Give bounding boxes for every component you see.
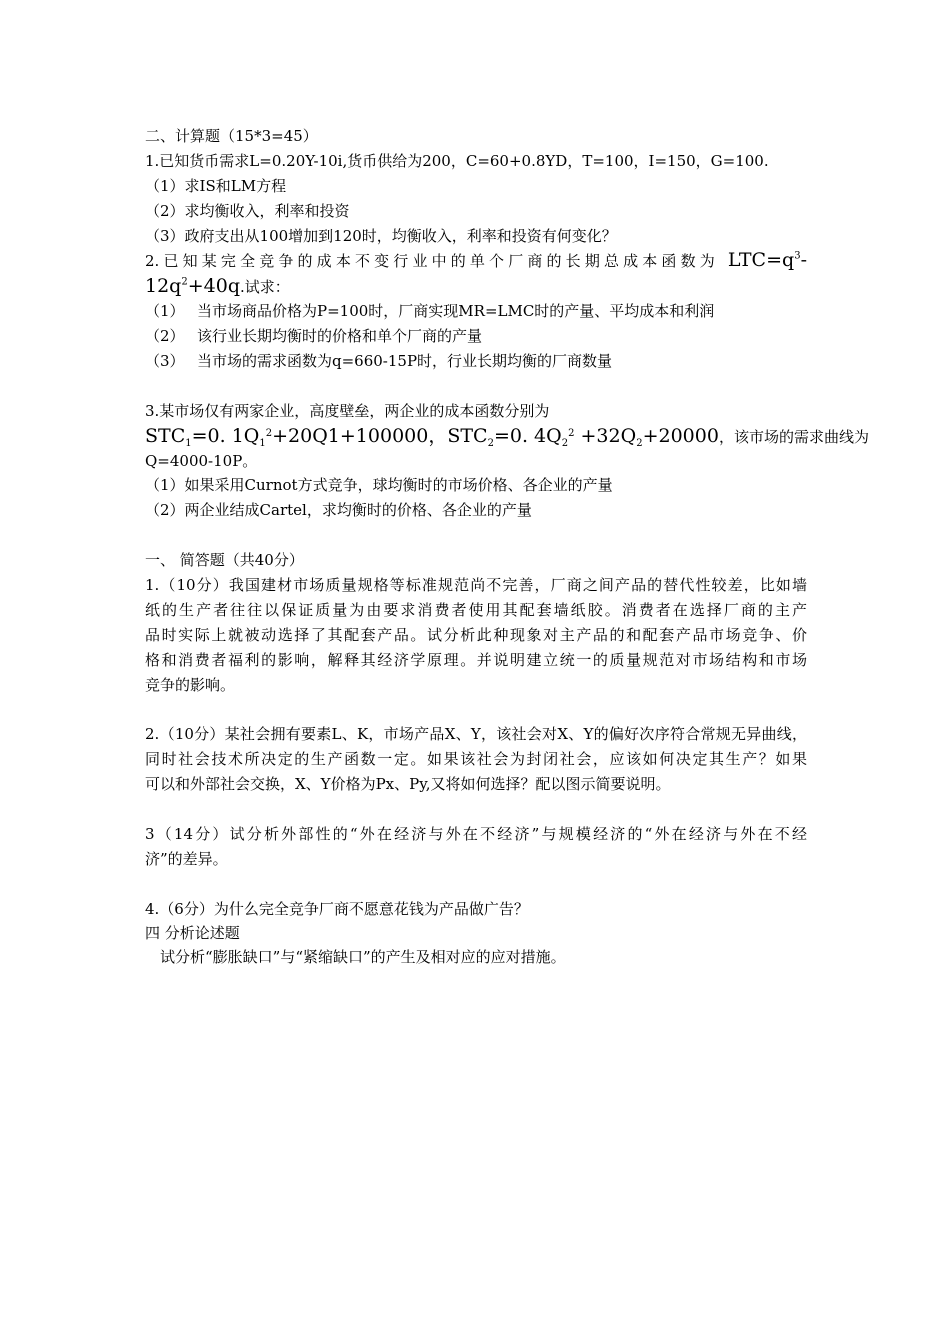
q3-formula: $STC_1=0$. $1Q_1^2+20Q1+100000$，$STC_2=0$. $4Q_2^2 +32Q_2+20000$，该市场的需求曲线为 bbox=[145, 425, 869, 449]
sq4-line: 4.（6分）为什么完全竞争厂商不愿意花钱为产品做广告？ bbox=[145, 900, 529, 918]
q2-stem-line2: $12q^2+40q$.试求： bbox=[145, 275, 290, 297]
q2-stem-line1: 2.已知某完全竞争的成本不变行业中的单个厂商的长期总成本函数为 $LTC=q^3-$ bbox=[145, 249, 807, 271]
q3-part-2: （2）两企业结成Cartel，求均衡时的价格、各企业的产量 bbox=[145, 501, 532, 519]
essay-question: 试分析“膨胀缺口”与“紧缩缺口”的产生及相对应的应对措施。 bbox=[160, 948, 566, 966]
sq1-line: 1.（10分）我国建材市场质量规格等标准规范尚不完善，厂商之间产品的替代性较差，比如墙 bbox=[145, 576, 807, 594]
q1-part-3: （3）政府支出从100增加到120时，均衡收入，利率和投资有何变化？ bbox=[145, 227, 617, 245]
q1-stem: 1.已知货币需求L=0.20Y-10i,货币供给为200，C=60+0.8YD，T=100，I=150，G=100. bbox=[145, 152, 769, 170]
q3-part-1: （1）如果采用Curnot方式竞争，球均衡时的市场价格、各企业的产量 bbox=[145, 476, 613, 494]
section-heading-short: 一、 简答题（共40分） bbox=[145, 551, 304, 569]
sq3-line: 3（14分）试分析外部性的“外在经济与外在不经济”与规模经济的“外在经济与外在不经 bbox=[145, 825, 807, 843]
sq2-line: 2.（10分）某社会拥有要素L、K，市场产品X、Y，该社会对X、Y的偏好次序符合常规无异曲线， bbox=[145, 725, 807, 743]
q1-part-2: （2）求均衡收入，利率和投资 bbox=[145, 202, 350, 220]
q3-demand: Q=4000-10P。 bbox=[145, 452, 258, 470]
sq1-line: 品时实际上就被动选择了其配套产品。试分析此种现象对主产品的和配套产品市场竞争、价 bbox=[145, 626, 807, 644]
q3-stem: 3.某市场仅有两家企业，高度壁垒，两企业的成本函数分别为 bbox=[145, 402, 550, 420]
q1-part-1: （1）求IS和LM方程 bbox=[145, 177, 287, 195]
ltc-formula: $LTC=q^3-$ bbox=[727, 249, 807, 271]
sq1-line: 格和消费者福利的影响，解释其经济学原理。并说明建立统一的质量规范对市场结构和市场 bbox=[145, 651, 807, 669]
sq2-line: 可以和外部社会交换，X、Y价格为Px、Py,又将如何选择？配以图示简要说明。 bbox=[145, 775, 671, 793]
q2-part-3: （3） 当市场的需求函数为q=660-15P时，行业长期均衡的厂商数量 bbox=[145, 352, 613, 370]
q2-part-1: （1） 当市场商品价格为P=100时，厂商实现MR=LMC时的产量、平均成本和利润 bbox=[145, 302, 715, 320]
section-heading-calc: 二、计算题（15*3=45） bbox=[145, 127, 318, 145]
sq3-line: 济”的差异。 bbox=[145, 850, 228, 868]
sq1-line: 竞争的影响。 bbox=[145, 676, 236, 694]
section-heading-essay: 四 分析论述题 bbox=[145, 924, 240, 942]
sq2-line: 同时社会技术所决定的生产函数一定。如果该社会为封闭社会，应该如何决定其生产？如果 bbox=[145, 750, 807, 768]
sq1-line: 纸的生产者往往以保证质量为由要求消费者使用其配套墙纸胶。消费者在选择厂商的主产 bbox=[145, 601, 807, 619]
q2-stem bbox=[145, 250, 807, 271]
q2-part-2: （2） 该行业长期均衡时的价格和单个厂商的产量 bbox=[145, 327, 483, 345]
